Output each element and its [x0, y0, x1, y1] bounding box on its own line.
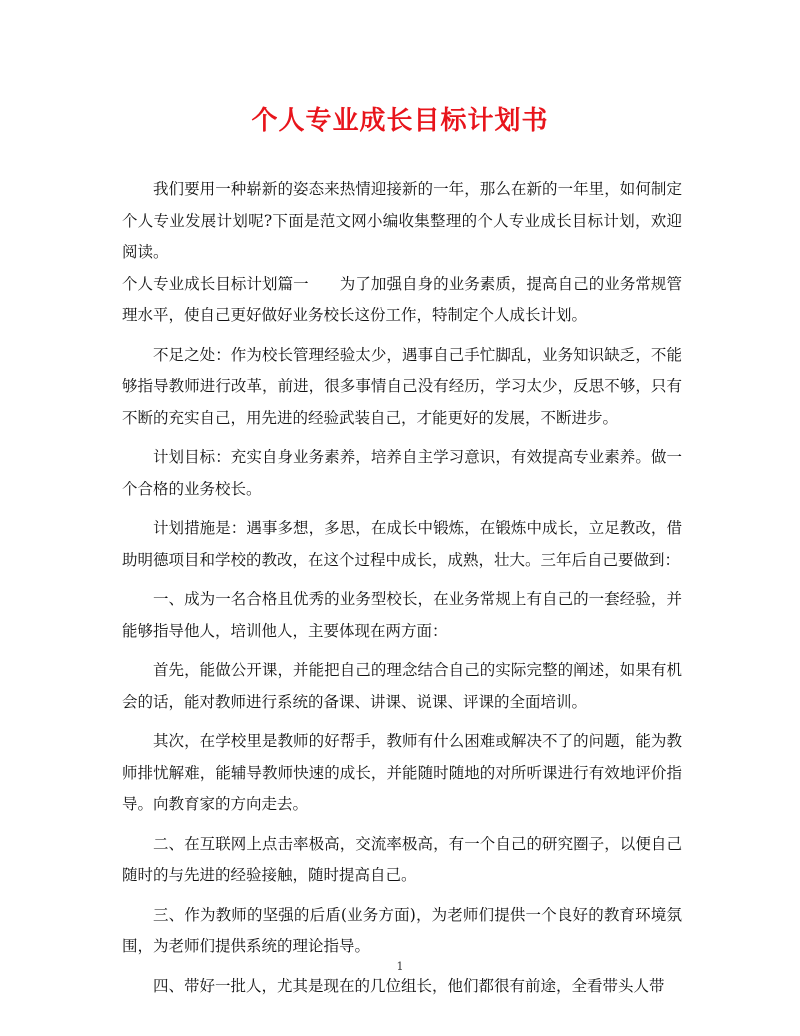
paragraph-item-four: 四、带好一批人，尤其是现在的几位组长，他们都很有前途，全看带头人带 — [153, 976, 665, 995]
paragraph-item-three: 三、作为教师的坚强的后盾(业务方面)，为老师们提供一个良好的教育环境氛围，为老师们提供系统的理论指导。 — [122, 905, 682, 955]
paragraph-shortcomings: 不足之处：作为校长管理经验太少，遇事自己手忙脚乱，业务知识缺乏，不能够指导教师进行改革，前进，很多事情自己没有经历，学习太少，反思不够，只有不断的充实自己，用先进的经验武装自己，才能更好的发展，不断进步。 — [122, 345, 682, 427]
paragraph-item-one: 一、成为一名合格且优秀的业务型校长，在业务常规上有自己的一套经验，并能够指导他人，培训他人，主要体现在两方面： — [122, 590, 682, 640]
paragraph-item-two: 二、在互联网上点击率极高，交流率极高，有一个自己的研究圈子，以便自己随时的与先进的经验接触，随时提高自己。 — [122, 834, 682, 884]
paragraph-first: 首先，能做公开课，并能把自己的理念结合自己的实际完整的阐述，如果有机会的话，能对教师进行系统的备课、讲课、说课、评课的全面培训。 — [122, 661, 682, 711]
paragraph-intro: 我们要用一种崭新的姿态来热情迎接新的一年，那么在新的一年里，如何制定个人专业发展计划呢?下面是范文网小编收集整理的个人专业成长目标计划，欢迎阅读。 — [122, 180, 682, 261]
document-title: 个人专业成长目标计划书 — [251, 106, 549, 136]
paragraph-plan-one: 个人专业成长目标计划篇一 为了加强自身的业务素质，提高自己的业务常规管理水平，使自己更好做好业务校长这份工作，特制定个人成长计划。 — [122, 274, 682, 324]
paragraph-second: 其次，在学校里是教师的好帮手，教师有什么困难或解决不了的问题，能为教师排忧解难，能辅导教师快速的成长，并能随时随地的对所听课进行有效地评价指导。向教育家的方向走去。 — [122, 732, 682, 813]
paragraph-measures: 计划措施是：遇事多想，多思，在成长中锻炼，在锻炼中成长，立足教改，借助明德项目和学校的教改，在这个过程中成长，成熟，壮大。三年后自己要做到： — [122, 519, 682, 569]
page-number: 1 — [396, 960, 404, 973]
document-body — [122, 174, 682, 1002]
paragraph-goals: 计划目标：充实自身业务素养，培养自主学习意识，有效提高专业素养。做一个合格的业务校长。 — [122, 448, 682, 498]
